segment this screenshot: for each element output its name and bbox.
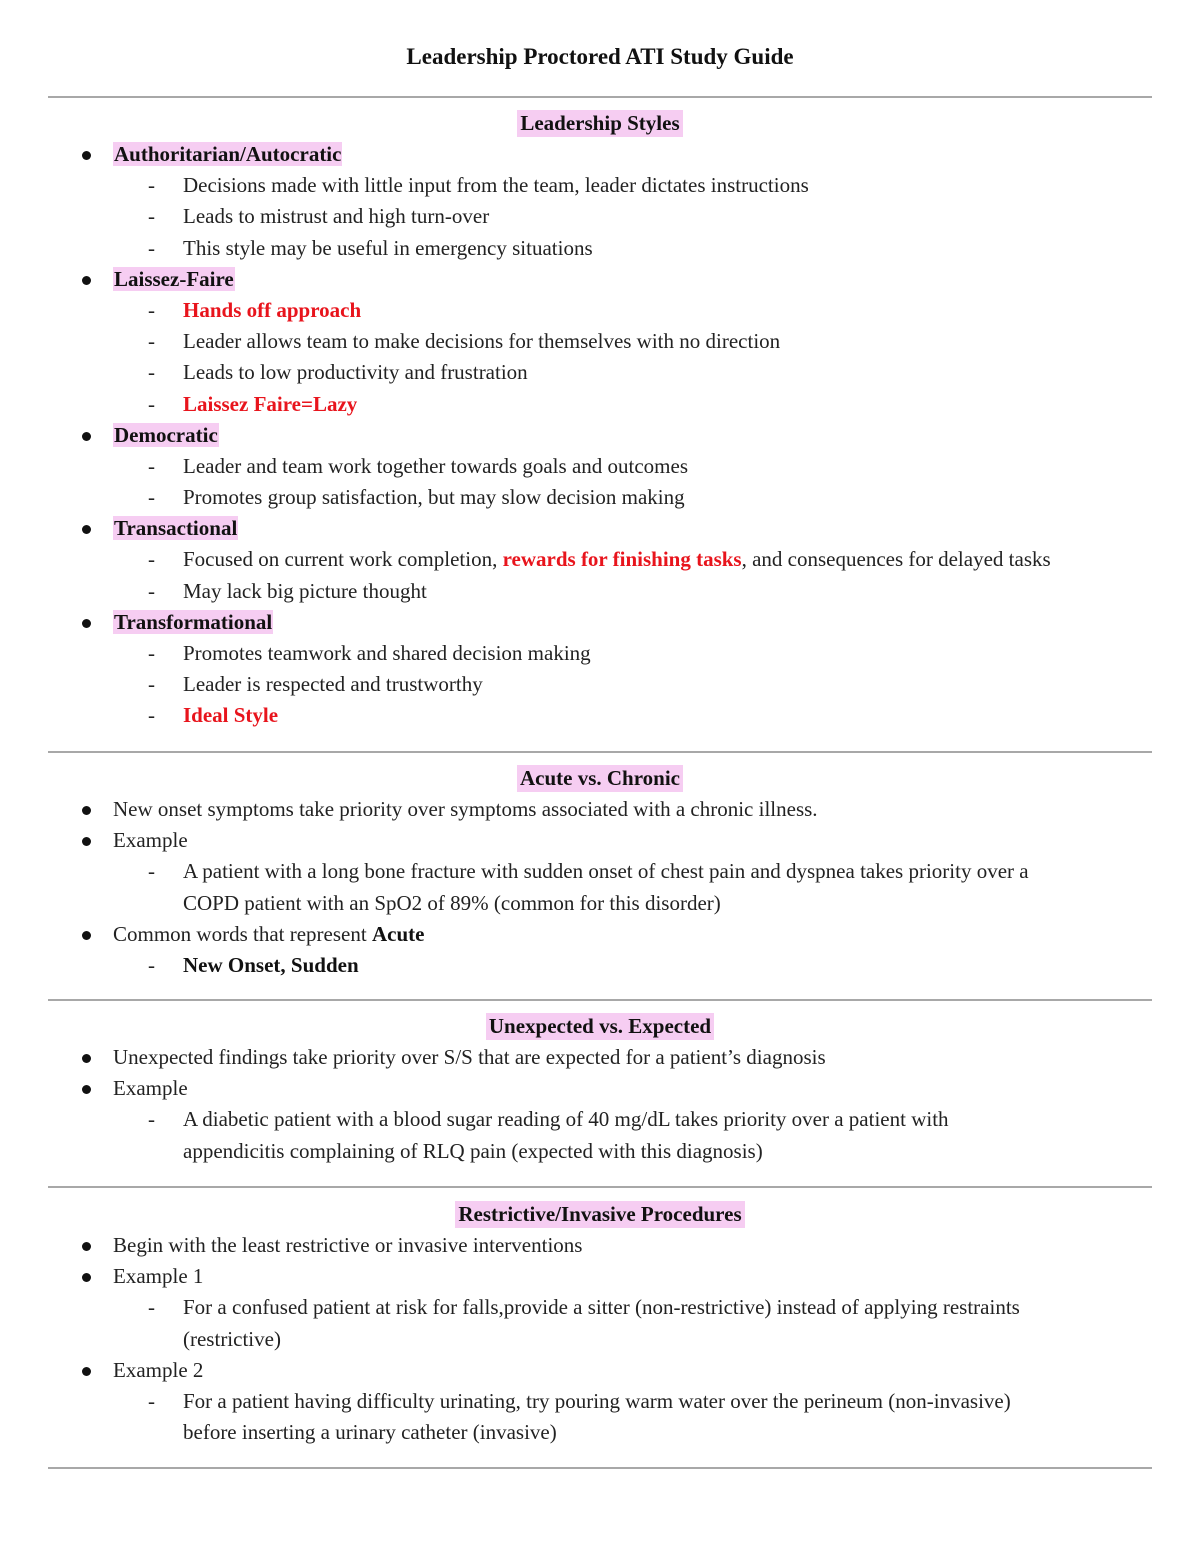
bullet-icon [82,276,91,285]
dash-icon: - [148,329,155,354]
list-item [0,420,1200,451]
sub-item: - Leads to mistrust and high turn-over [0,201,1200,232]
sub-item: - For a patient having difficulty urinating, try pouring warm water over the perineum (non-invasive) [0,1386,1200,1417]
dash-icon: - [148,952,155,977]
document-title: Leadership Proctored ATI Study Guide [406,44,794,69]
sub-item [0,295,1200,326]
sub-item: - For a confused patient at risk for falls,provide a sitter (non-restrictive) instead of applying restraints [0,1292,1200,1323]
sub-item: - May lack big picture thought [0,576,1200,607]
bullet-icon [82,432,91,441]
sub-item [0,950,1200,981]
sub-item: - Leader and team work together towards goals and outcomes [0,451,1200,482]
dash-icon: - [148,1295,155,1320]
section-unexpected-vs-expected [0,1011,1200,1167]
divider [48,999,1152,1001]
sub-item-continuation: COPD patient with an SpO2 of 89% (common for this disorder) [183,890,721,915]
list-item: Begin with the least restrictive or invasive interventions [0,1230,1200,1261]
sub-item-continuation: before inserting a urinary catheter (invasive) [183,1420,557,1445]
list-item: Unexpected findings take priority over S/S that are expected for a patient’s diagnosis [0,1042,1200,1073]
dash-icon: - [148,173,155,198]
list-item [0,139,1200,170]
section-heading: Acute vs. Chronic [0,763,1200,794]
list-item: Example [0,1073,1200,1104]
list-item [0,607,1200,638]
bullet-icon [82,1085,91,1094]
dash-icon: - [148,672,155,697]
divider [48,1186,1152,1188]
section-heading: Restrictive/Invasive Procedures [0,1199,1200,1230]
key-point: Hands off approach [183,297,362,322]
sub-item: - A diabetic patient with a blood sugar reading of 40 mg/dL takes priority over a patient with [0,1104,1200,1135]
sub-item-continuation: (restrictive) [183,1326,281,1351]
divider [48,1467,1152,1469]
section-leadership-styles [0,108,1200,732]
dash-icon: - [148,859,155,884]
dash-icon: - [148,297,155,322]
section-acute-vs-chronic [0,763,1200,981]
list-item [0,264,1200,295]
section-restrictive-invasive [0,1199,1200,1448]
bullet-icon [82,837,91,846]
list-item [0,513,1200,544]
divider [48,751,1152,753]
section-heading: Leadership Styles [0,108,1200,139]
list-item: Example 1 [0,1261,1200,1292]
sub-item: - Leader allows team to make decisions for themselves with no direction [0,326,1200,357]
list-item: Example 2 [0,1355,1200,1386]
dash-icon: - [148,485,155,510]
section-heading: Unexpected vs. Expected [0,1011,1200,1042]
dash-icon: - [148,547,155,572]
dash-icon: - [148,1388,155,1413]
sub-item: - This style may be useful in emergency situations [0,233,1200,264]
style-name: Laissez-Faire [114,266,234,291]
style-name: Transactional [114,516,238,541]
key-point: rewards for finishing tasks [502,547,742,572]
dash-icon: - [148,453,155,478]
bullet-icon [82,1273,91,1282]
style-name: Authoritarian/Autocratic [114,142,342,166]
sub-item: - Promotes group satisfaction, but may slow decision making [0,482,1200,513]
bullet-icon [82,1367,91,1376]
style-name: Transformational [114,609,273,634]
sub-item: - Leads to low productivity and frustration [0,357,1200,388]
bullet-icon [82,931,91,940]
bullet-icon [82,806,91,815]
dash-icon: - [148,703,155,728]
bullet-icon [82,1054,91,1063]
dash-icon: - [148,578,155,603]
list-item: Common words that represent Acute [0,919,1200,950]
acute-words: New Onset, Sudden [183,952,359,977]
bullet-icon [82,1242,91,1251]
list-item: New onset symptoms take priority over symptoms associated with a chronic illness. [0,794,1200,825]
dash-icon: - [148,1107,155,1132]
sub-item-continuation: appendicitis complaining of RLQ pain (expected with this diagnosis) [183,1138,763,1163]
dash-icon: - [148,641,155,665]
sub-item: - Promotes teamwork and shared decision making [0,638,1200,669]
dash-icon: - [148,235,155,260]
sub-item [0,389,1200,420]
sub-item: - A patient with a long bone fracture with sudden onset of chest pain and dyspnea takes priority over a [0,856,1200,887]
key-point: Laissez Faire=Lazy [183,391,358,416]
sub-item [0,700,1200,731]
list-item: Example [0,825,1200,856]
dash-icon: - [148,360,155,385]
sub-item: - Focused on current work completion, rewards for finishing tasks, and consequences for delayed tasks [0,544,1200,575]
bullet-icon [82,151,91,160]
divider [48,96,1152,98]
bullet-icon [82,619,91,628]
dash-icon: - [148,204,155,229]
key-point: Ideal Style [183,703,279,728]
style-name: Democratic [114,422,218,447]
sub-item: - Leader is respected and trustworthy [0,669,1200,700]
bullet-icon [82,525,91,534]
sub-item: - Decisions made with little input from the team, leader dictates instructions [0,170,1200,201]
dash-icon: - [148,391,155,416]
